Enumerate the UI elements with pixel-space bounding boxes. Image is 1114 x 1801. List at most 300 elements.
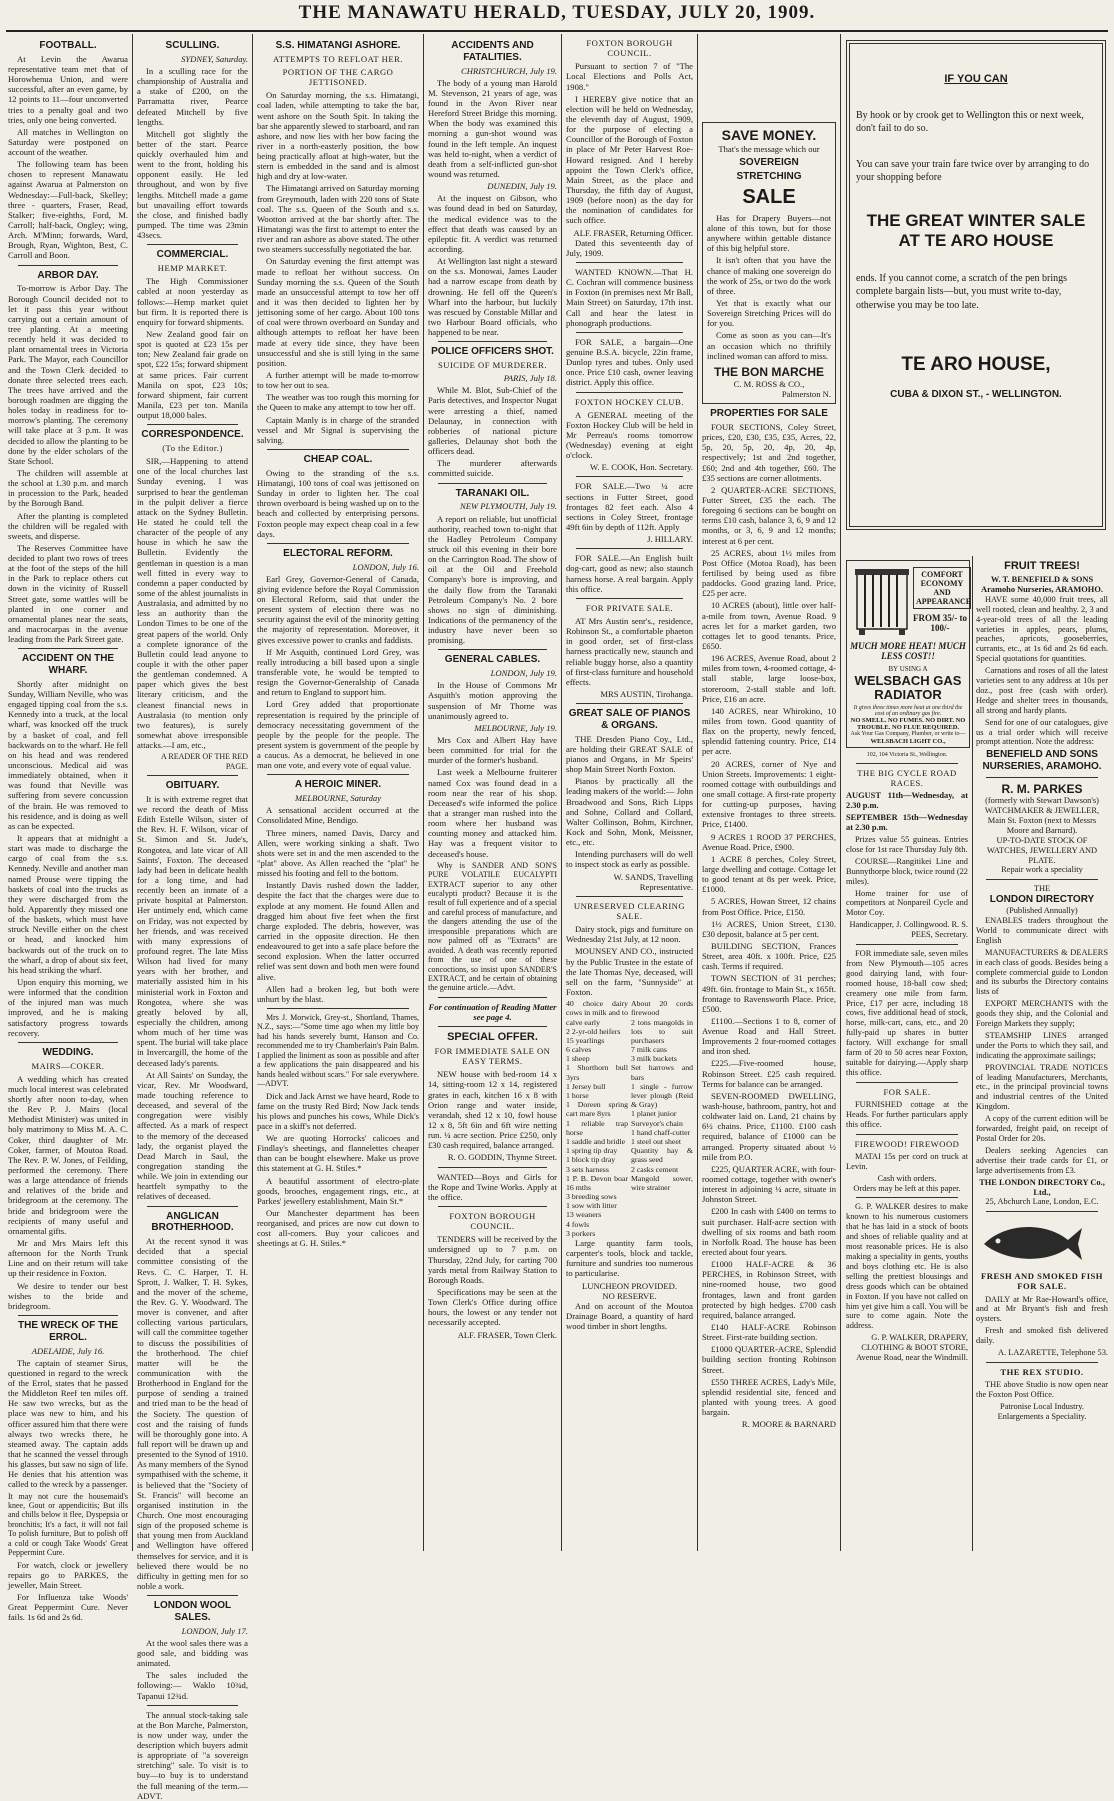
- divider: [986, 879, 1098, 880]
- headline-commercial: COMMERCIAL.: [156, 249, 229, 261]
- article-text: Three miners, named Davis, Darcy and Allen, were working sinking a shaft. Two shots were set in and the men ascended to the "plat" above. As Allen reached the "plat" he missed his footing and fell to the bottom.: [257, 827, 419, 879]
- clearing-sale-item: 1 reliable trap horse: [566, 1118, 628, 1137]
- clearing-list-left: [566, 999, 628, 1238]
- divider: [576, 896, 683, 897]
- ad-text: STEAMSHIP LINES arranged under the Ports to which they sail, and indicating the approximate sailings;: [976, 1030, 1108, 1060]
- divider: [856, 944, 958, 945]
- ad-text: THE above Studio is now open near the Foxton Post Office.: [976, 1380, 1108, 1400]
- ad-title: WELSBACH GAS RADIATOR: [854, 673, 962, 703]
- divider: [18, 265, 118, 266]
- subheadline: FIREWOOD! FIREWOOD: [854, 1138, 960, 1149]
- ad-text: ends. If you cannot come, a scratch of the pen brings complete bargain lists—but, you must write to-day, otherwise you may be too late.: [856, 272, 1068, 311]
- clearing-sale-item: 1 saddle and bridle: [566, 1136, 626, 1146]
- dateline: LONDON, July 17.: [181, 1625, 248, 1636]
- divider: [986, 1362, 1098, 1363]
- clearing-sale-item: 1 sow with litter: [566, 1201, 617, 1211]
- headline-police-shot: POLICE OFFICERS SHOT.: [431, 346, 554, 358]
- clearing-sale-item: 3 milk buckets: [631, 1054, 677, 1064]
- ad-line: BENEFIELD AND SONS NURSERIES, ARAMOHO.: [982, 749, 1102, 773]
- clearing-sale-item: 1 Doreen spring cart mare 8yrs: [566, 1100, 628, 1119]
- divider: [438, 1167, 547, 1168]
- ad-text: EXPORT MERCHANTS with the goods they ship, and the Colonial and Foreign Markets they supply;: [976, 999, 1108, 1029]
- ad-text: THE Dresden Piano Coy., Ltd., are holding their GREAT SALE of pianos and Organs, in Mr Speirs' shop Main Street North Foxton.: [566, 733, 693, 775]
- property-listing: FOUR SECTIONS, Coley Street, prices, £20, £30, £35, £35, Acres, 22, 5p, 20, 5p, 20, 4p, 20, 4p, respectively; 1st and 2nd together, £60; 2nd and 4th together, £60. The £35 sections are corner allotments.: [702, 422, 836, 483]
- ad-text: G. P. WALKER desires to make known to his numerous customers that he has laid in a stock of boots and shoes of reliable quality and at most reasonable prices. He is also making a speciality in gents, youths and boys clothing etc. He is also selling the prettiest blousings and dress goods which can be obtained in Foxton. If you have not called on him yet give him a call. You will be sure to come again. Note the address.: [846, 1202, 968, 1331]
- divider: [438, 341, 547, 342]
- subheadline: HEMP MARKET.: [157, 263, 228, 274]
- subheadline: FOXTON BOROUGH COUNCIL.: [449, 1211, 536, 1232]
- ad-text: PROVINCIAL TRADE NOTICES of leading Manufacturers, Merchants, etc., in the principal provincial towns and industrial centres of the United Kingdom.: [976, 1062, 1108, 1112]
- ad-line: THE LONDON DIRECTORY Co., Ltd.,: [979, 1177, 1105, 1197]
- ad-text: Intending purchasers will do well to inspect stock as early as possible.: [566, 849, 693, 870]
- article-text: After the planting is completed the children will be regaled with sweets, and disperse.: [8, 510, 128, 541]
- notice-text: I HEREBY give notice that an election will be held on Wednesday, the eleventh day of August, 1909, for the purpose of electing a Councillor of the Borough of Foxton in place of Mr Peter Harvest Roe-Howard resigned. And I hereby appoint the Town Clerk's office, Main Street, as the place and Thursday, the fifth day of August, 1909 (before noon) as the day for the nomination of candidates for such office.: [566, 93, 693, 226]
- ad-text: MANUFACTURERS & DEALERS in each class of goods. Besides being a complete commercial guide to London and its suburbs the Directory contains lists of: [976, 947, 1108, 997]
- article-text: New Zealand good fair on spot is quoted at £23 15s per ton; New Zealand fair grade on spot, £22 15s; forward shipment at same prices. Fair current Manila on spot, £23 10s; forward shipment, fair current Manila, £23 per ton. Manila output 18,000 bales.: [137, 328, 248, 421]
- subheadline: FRESH AND SMOKED FISH FOR SALE.: [981, 1271, 1103, 1292]
- subheadline: THE BIG CYCLE ROAD RACES.: [857, 768, 957, 789]
- ad-text: Large quantity farm tools, carpenter's tools, block and tackle, furniture and sundries too numerous to particularise.: [566, 1238, 693, 1279]
- ad-title: LONDON DIRECTORY: [989, 894, 1095, 906]
- ad-title: SAVE MONEY.: [721, 127, 817, 143]
- signature: G. P. WALKER, DRAPERY, CLOTHING & BOOT STORE, Avenue Road, near the Windmill.: [856, 1333, 968, 1363]
- dateline: MELBOURNE, Saturday: [294, 793, 382, 804]
- signature: R. O. GODDIN, Thynne Street.: [447, 1152, 557, 1163]
- ad-text: COURSE—Rangitikei Line and Bunnythorpe block, twice round (22 miles).: [846, 856, 968, 886]
- subheadline: (To the Editor.): [162, 443, 223, 454]
- ad-text: Pianos by practically all the leading makers of the world:— John Broadwood and Sons, Rich Lipps and Sohne, Collard and Collard, Walter Collinson, Bohm, Kirchner, Kock and Sohn, Monk, Meissner, etc., etc.: [566, 776, 693, 848]
- divider: [856, 1134, 958, 1135]
- ad-text: A beautiful assortment of electro-plate goods, brooches, engagement rings, etc., at Parkes' jewellery establishment, Main St.*: [257, 1175, 419, 1206]
- save-money-ad: [702, 122, 836, 404]
- dateline: ADELAIDE, July 16.: [31, 1345, 105, 1356]
- article-text: Last week a Melbourne fruiterer named Cox was found dead in a room near the rear of his shop. Deceased's wife informed the police that a stranger man rushed into the room where her husband was counting money and attacked him. Hay was a frequent visitor to deceased's house.: [428, 767, 557, 859]
- clearing-sale-item: 2 tons mangolds in lots to suit purchasers: [631, 1017, 693, 1045]
- ad-title: R. M. PARKES: [1001, 781, 1083, 796]
- property-listing: 196 ACRES, Avenue Road, about 2 miles from town, 4-roomed cottage, 4-stall stable, large loose-box, storeroom, 2-stall stable and loft. Price, £16 an acre.: [702, 653, 836, 704]
- ad-line: SALE: [742, 186, 796, 209]
- subheadline: FOXTON HOCKEY CLUB.: [574, 396, 685, 407]
- property-listing: £140 HALF-ACRE Robinson Street. First-rate building section.: [702, 1322, 836, 1343]
- ad-text: HAVE some 40,000 fruit trees, all well rooted, clean and healthy. 2, 3 and 4-year-old trees of all the leading varieties in apples, pears, plums, peaches, apricots, gooseberries, currants, etc., at 1s 6d and 2s 6d each. Special quotations for quantities.: [976, 594, 1108, 664]
- subheadline: FOR IMMEDIATE SALE ON EASY TERMS.: [434, 1046, 551, 1067]
- ad-text: WANTED—Boys and Girls for the Rope and Twine Works. Apply at the office.: [428, 1171, 557, 1202]
- divider: [856, 763, 958, 764]
- ad-text: Specifications may be seen at the Town Clerk's Office during office hours, the lowest or any tender not necessarily accepted.: [428, 1287, 557, 1328]
- headline-general-cables: GENERAL CABLES.: [444, 654, 541, 666]
- headline-himatangi: S.S. HIMATANGI ASHORE.: [275, 40, 401, 51]
- property-listing: £1000 HALF-ACRE & 36 PERCHES, in Robinson Street, with nine-roomed house, two good frontages, lawn and front garden protected by high hedges. £700 cash required, balance arranged.: [702, 1259, 836, 1320]
- article-text: At Levin the Awarua representative team met that of Horowhenua Union, and were successful, after an even game, by 12 points to 11—four unconverted tries to a penalty goal and two tries, only one being converted.: [8, 53, 128, 125]
- divider: [267, 1008, 409, 1009]
- ad-line: 102, 104 Victoria St., Wellington.: [866, 752, 948, 758]
- ad-text: AT Mrs Austin senr's., residence, Robinson St., a comfortable phaeton in good order, set of first-class harness practically new, staunch and reliable buggy horse, also a quantity of first-class furniture and household effects.: [566, 616, 693, 687]
- signature: R. MOORE & BARNARD: [741, 1419, 836, 1430]
- ad-line: C. M. ROSS & CO.,: [733, 378, 805, 389]
- welsbach-radiator-ad: [846, 560, 970, 748]
- article-text: A report on reliable, but unofficial authority, reached town to-night that the Hadley Petroleum Company struck oil this evening in their bore on the Carrington Road. The show of oil at the Oil and Freehold Company's bore is improving, and the daily flow from the Taranaki Petroleum Company's No. 2 bore shows no sign of diminishing. Indications of the permanency of the industry have never been so promising.: [428, 513, 557, 646]
- property-listing: BUILDING SECTION, Frances Street, area 40ft. x 100ft. Price, £25 cash. Terms if required.: [702, 940, 836, 972]
- divider: [986, 777, 1098, 778]
- column-rule: [132, 34, 133, 1551]
- clearing-sale-item: Mangold sower, wire strainer: [631, 1173, 693, 1192]
- radiator-illustration: [851, 567, 913, 637]
- subheadline: UNRESERVED CLEARING SALE.: [573, 900, 686, 921]
- signature: MRS AUSTIN, Tirohanga.: [600, 689, 693, 700]
- article-text: It appears that at midnight a start was made to discharge the cargo of coal from the s.s. Kennedy. Neville and another man named Prouse were tipping the baskets of coal into the trucks as they were discharged from the hold. Apparently they missed one of the baskets, which must have struck Neville either on the chest or head, and knocked him backwards out of the truck on to the wharf, a drop of about six feet, his head striking the wharf.: [8, 833, 128, 975]
- headline-correspondence: CORRESPONDENCE.: [141, 429, 244, 441]
- ad-text: Home trainer for use of competitors at Nonpareil Cycle and Motor Coy.: [846, 888, 968, 918]
- headline-fruit-trees: FRUIT TREES!: [1004, 560, 1080, 572]
- article-text: SIR,—Happening to attend one of the local churches last Sunday evening, I was surprised to hear the gentleman in the pulpit deliver a fierce attack on the Sydney Bulletin. He stated he could tell the character of the people of any house in which he saw the Bulletin. Evidently the gentleman in question is a man well fitted in every way to condemn a paper conducted by some of the ablest journalists in Australasia, and admitted by no less an authority than the London Times to be one of the great papers of the world. Only a complete ignorance of the Bulletin could lead anyone to couple it with the other paper the gentleman condemned. A paper which gives the best literary criticism, and the cleanest financial news in Australasia (to mention only two features), is surely somewhat above irresponsible attacks.—I am, etc.,: [137, 456, 248, 751]
- ad-line: That's the message which our: [718, 143, 820, 154]
- subheadline: ATTEMPTS TO REFLOAT HER.: [273, 53, 403, 64]
- ad-line: STRETCHING: [736, 171, 802, 183]
- clearing-sale-item: 4 fowls: [566, 1219, 590, 1229]
- property-listing: 10 ACRES (about), little over half-a-mile from town, Avenue Road. 9 acres let for a market garden, two cottages let to good tenants. Price, £650.: [702, 600, 836, 651]
- article-text: The Reserves Committee have decided to plant two rows of trees at the foot of the steps of the hill in the Park to replace others cut down in the vicinity of Russell Street gate, some wattles will be planted in one corner and ornamental planes near the seats, and macrocarpas in the avenue leading from the Park Street gate.: [8, 542, 128, 645]
- ad-line: (Published Annually): [1006, 906, 1078, 916]
- clearing-sale-item: 7 milk cans: [631, 1045, 667, 1055]
- subheadline: MAIRS—COKER.: [31, 1060, 105, 1071]
- column-rule: [252, 34, 253, 1551]
- article-text: A sensational accident occurred at the Consolidated Mine, Bendigo.: [257, 805, 419, 826]
- clearing-sale-item: 1 steel out sheet: [631, 1136, 682, 1146]
- ad-line: NO RESERVE.: [602, 1290, 657, 1301]
- article-text: The sales included the following:— Waklo 10¾d, Tapanui 12¾d.: [137, 1670, 248, 1701]
- divider: [438, 997, 547, 998]
- notice-text: Dated this seventeenth day of July, 1909.: [566, 237, 693, 258]
- clearing-sale-item: 1 sheep: [566, 1054, 590, 1064]
- ad-text: Carnations and roses of all the latest varieties sent to any address at 10s per doz., post free (cash with order). Hedge and shelter trees in thousands, all strong and hardy plants.: [976, 666, 1108, 715]
- subheadline: SUICIDE OF MURDERER.: [437, 360, 548, 371]
- article-text: The children will assemble at the school at 1.30 p.m. and march in procession to the Park, headed by the Borough Band.: [8, 467, 128, 509]
- headline-taranaki-oil: TARANAKI OIL.: [455, 487, 530, 499]
- ad-text: FOR SALE, a bargain—One genuine B.S.A. bicycle, 22in frame, Dunlop tyres and tubes. Only used once. Price £10 cash, owner leaving district. Apply this office.: [566, 336, 693, 388]
- divider: [856, 1197, 958, 1198]
- article-text: In a sculling race for the championship of Australia and a stake of £200, on the Parramatta river, Pearce defeated Mitchell by five lengths.: [137, 65, 248, 127]
- ad-text: MOUNSEY AND CO., instructed by the Public Trustee in the estate of the late Thomas Nye, deceased, will sell on the farm, "Sunnyside" at Foxton.: [566, 946, 693, 997]
- subheadline: FOR PRIVATE SALE.: [585, 602, 674, 613]
- column-rule: [972, 556, 973, 1551]
- headline-pianos: GREAT SALE OF PIANOS & ORGANS.: [568, 708, 691, 731]
- article-text: The body of a young man Harold M. Stevenson, 21 years of age, was found in the Avon River near Hereford Street Bridge this morning. When the body was examined this morning a gun-shot wound was found in the left temple. An inquest was held to-night, when a verdict of death from a self-inflicted gun-shot wound was returned.: [428, 77, 557, 179]
- ad-text: By hook or by crook get to Wellington this or next week, don't fail to do so.: [856, 109, 1084, 135]
- clearing-sale-item: 13 weaners: [566, 1210, 602, 1220]
- ad-line: Palmerston N.: [781, 389, 831, 400]
- fish-illustration: [976, 1216, 1086, 1266]
- ad-line: W. T. BENEFIELD & SONS Aramoho Nurseries, ARAMOHO.: [981, 574, 1103, 594]
- ad-line: BY USING A: [888, 665, 928, 673]
- clearing-sale-item: 6 calves: [566, 1045, 592, 1055]
- article-text: A further attempt will be made to-morrow to tow her out to sea.: [257, 370, 419, 391]
- dateline: LONDON, July 19.: [490, 668, 557, 679]
- masthead: THE MANAWATU HERALD, TUESDAY, JULY 20, 1909.: [298, 2, 816, 23]
- property-listing: £1100.—Sections 1 to 8, corner of Avenue Road and Hall Street. Improvements 2 four-roomed cottages and iron shed.: [702, 1015, 836, 1057]
- ad-text: Yet that is exactly what our Sovereign Stretching Prices will do for you.: [707, 297, 831, 329]
- clearing-list-right: [631, 999, 693, 1238]
- verse-ad: It may not cure the housemaid's knee, Gout or appendicitis; But ills and chills below it flee, Dyspepsia or bronchitis; It's a fact, it will not fail To polish furniture, But to polish off a cold or cough Take Woods' Great Peppermint Cure.: [8, 1491, 128, 1558]
- property-listing: TOWN SECTION of 31 perches; 49ft. 6in. frontage to Main St., x 165ft. frontage to Ravensworth Place. Price, £500.: [702, 973, 836, 1014]
- clearing-sale-item: Set harrows and bars: [631, 1063, 693, 1082]
- clearing-sale-item: 40 choice dairy cows in milk and to calve early: [566, 999, 628, 1027]
- property-listing: 1 ACRE 8 perches, Coley Street, large dwelling and cottage. Cottage let to good tenant at 8s per week. Price, £1000.: [702, 853, 836, 895]
- ad-text: Fresh and smoked fish delivered daily.: [976, 1326, 1108, 1346]
- article-text: Lord Grey added that proportionate representation is required by the principle of democracy necessitating government of the people by the people for the people. The present system is government of the people by a caucus. As a democrat, he believed in one man one vote, and every vote of equal value.: [257, 699, 419, 771]
- property-listing: 140 ACRES, near Whirokino, 10 miles from town. Good quantity of flax on the property, newly fenced, splendid fattening country. Price, £14 per acre.: [702, 705, 836, 757]
- clearing-sale-item: 1 Shorthorn bull 3yrs: [566, 1063, 628, 1082]
- signature: ALF. FRASER, Town Clerk.: [457, 1329, 557, 1340]
- ad-headline: THE GREAT WINTER SALE AT TE ARO HOUSE: [866, 210, 1086, 251]
- article-text: It is with extreme regret that we record the death of Miss Edith Estelle Wilson, sister of the Rev. H. F. Wilson, vicar of St. Simon and St. Jude's, Rongotea, and late vicar of All Saints', Foxton. The deceased lady had been in delicate health for a long time, and had recently been an inmate of a private hospital at Palmerston. Her untimely end, which came on Friday, was not expected by her friends, and was received with many expressions of profound regret. The late Miss Wilson had lived for many years with her brother, and materially assisted him in his ministerial work in Foxton and Rongotea, where she was greatly beloved by all, especially the children, among whom much of her time was spent. The burial will take place in Invercargill, the home of the deceased lady's parents.: [137, 793, 248, 1068]
- ad-line: Orders may be left at this paper.: [853, 1183, 961, 1193]
- divider: [267, 543, 409, 544]
- ad-text: WANTED KNOWN.—That H. C. Cochran will commence business in Foxton (in premises next Mr Ball, Main Street) on Saturday, 17th inst. Call and hear the latest in phonograph productions.: [566, 266, 693, 328]
- divider: [147, 424, 238, 425]
- clearing-sale-item: 1 Jersey bull: [566, 1081, 606, 1091]
- divider: [576, 703, 683, 704]
- subheadline: THE REX STUDIO.: [1000, 1366, 1084, 1377]
- clearing-sale-item: 3 breeding sows: [566, 1192, 617, 1202]
- divider: [576, 548, 683, 549]
- article-text: At Wellington last night a steward on the s.s. Monowai, James Lauder had a narrow escape from death by drowning. He fell off the Queen's Wharf into the harbour, but luckily was rescued by Constable Millar and two Harbour Board officials, who happened to be near.: [428, 256, 557, 338]
- column-rule: [423, 34, 424, 1551]
- divider: [267, 449, 409, 450]
- subheadline: FOXTON BOROUGH COUNCIL.: [586, 38, 673, 59]
- ad-text: DAILY at Mr Rae-Howard's office, and at Mr Bryant's fish and fresh oysters.: [976, 1294, 1108, 1324]
- headline-wool-sales: LONDON WOOL SALES.: [153, 1600, 232, 1623]
- dateline: DUNEDIN, July 19.: [487, 181, 557, 192]
- ad-text: It isn't often that you have the chance of making one sovereign do the work of 25s, or two do the work of three.: [707, 255, 831, 296]
- divider: [18, 648, 118, 649]
- clearing-sale-item: 2 2-yr-old heifers: [566, 1026, 621, 1036]
- ad-address: CUBA & DIXON ST., - WELLINGTON.: [890, 388, 1062, 400]
- signature: ALF. FRASER, Returning Officer.: [573, 227, 693, 238]
- ad-text: You can save your train fare twice over by arranging to do your shopping before: [856, 158, 1090, 184]
- divider: [576, 476, 683, 477]
- property-listing: £1000 QUARTER-ACRE, Splendid building section fronting Robinson Street.: [702, 1344, 836, 1375]
- signature: Handicapper, J. Collingwood. R. S. PEES, Secretary.: [849, 920, 968, 940]
- article-text: At the wool sales there was a good sale, and bidding was animated.: [137, 1637, 248, 1669]
- clearing-sale-item: 15 yearlings: [566, 1035, 605, 1045]
- article-text: Mitchell got slightly the better of the start. Pearce quickly overhauled him and went to the front, holding his opponent easily. He led throughout, and won by five lengths. Mitchell made a game but unavailing effort towards the close, and finished badly pumped. The time was 23min 43secs.: [137, 128, 248, 241]
- continuation-note: For continuation of Reading Matter see page 4.: [428, 1001, 557, 1022]
- te-aro-title: TE ARO HOUSE,: [901, 354, 1051, 376]
- clearing-sale-item: Quantity hay & grass seed: [631, 1146, 693, 1165]
- ad-text: For watch, clock or jewellery repairs go to PARKES, the jeweller, Main Street.: [8, 1559, 128, 1590]
- divider: [438, 649, 547, 650]
- ad-price: FROM 35/- to 100/-: [913, 613, 967, 633]
- signature: W. SANDS, Travelling Representative.: [613, 871, 693, 892]
- ad-text: Our Manchester department has been reorganised, and prices are now cut down to cost all-comers. Buy your calicoes and sheetings at G. H. Stiles.*: [257, 1208, 419, 1249]
- ad-text: The annual stock-taking sale at the Bon Marche, Palmerston, is now under way, under the description which buyers admit is appropriate of "a sovereign stretching" sale. To visit is to buy—to buy is to understand the full meaning of the term.—ADVT.: [137, 1709, 248, 1801]
- clearing-sale-item: 1 planet junior: [631, 1109, 677, 1119]
- column-rule: [697, 34, 698, 1551]
- ad-text: Dealers seeking Agencies can advertise their trade cards for £1, or large advertisements from £3.: [976, 1145, 1108, 1175]
- ad-line: WELSBACH LIGHT CO.,: [870, 738, 946, 745]
- clearing-sale-item: 1 spring tip dray: [566, 1146, 618, 1156]
- property-listing: £550 THREE ACRES, Lady's Mile, splendid residential site, fenced and planted with young trees. A good bargain.: [702, 1376, 836, 1418]
- dateline: CHRISTCHURCH, July 19.: [461, 65, 557, 76]
- dateline: PARIS, July 18.: [503, 373, 557, 384]
- clearing-sale-item: About 20 cords firewood: [631, 999, 693, 1018]
- article-text: The Himatangi arrived on Saturday morning from Greymouth, laden with 220 tons of State coal. The s.s. Queen of the South and s.s. Wootton arrived at the bar shortly after. The Himatangi was the first to attempt to enter the river and ran ashore as above stated. The other two steamers successfully negotiated the bar.: [257, 183, 419, 255]
- bon-marche-title: THE BON MARCHE: [714, 364, 824, 379]
- article-text: Captain Manly is in charge of the stranded vessel and Mr Signal is supervising the salving.: [257, 414, 419, 445]
- article-text: At All Saints' on Sunday, the vicar, Rev. Mr Woodward, made touching reference to deceased, and several of the congregation were visibly affected. As a mark of respect to the memory of the deceased lady, the organist played the Dead March in Saul, the congregation standing the while. We join in extending our heartfelt sympathy to the relatives of deceased.: [137, 1069, 248, 1202]
- ad-text: For Influenza take Woods' Great Peppermint Cure. Never fails. 1s 6d and 2s 6d.: [8, 1592, 128, 1623]
- article-text: Owing to the stranding of the s.s. Himatangi, 100 tons of coal was jettisoned on Sunday in order to lighten her. The coal thrown overboard is being washed up on to the beach and collected by enterprising persons. Foxton people may expect cheap coal in a few days.: [257, 467, 419, 539]
- article-text: All matches in Wellington on Saturday were postponed on account of the weather.: [8, 126, 128, 158]
- divider: [986, 1211, 1098, 1212]
- clearing-sale-item: 1 hand chaff-cutter: [631, 1127, 691, 1137]
- property-listing: 1½ ACRES, Union Street, £130. £30 deposit, balance at 5 per cent.: [702, 918, 836, 939]
- headline-sculling: SCULLING.: [165, 40, 220, 51]
- signature: A. LAZARETTE, Telephone 53.: [998, 1348, 1108, 1358]
- headline-cheap-coal: CHEAP COAL.: [303, 454, 373, 465]
- article-text: The weather was too rough this morning for the Queen to make any attempt to tow her off.: [257, 392, 419, 413]
- article-text: The High Commissioner cabled at noon yesterday as follows:—Hemp market quiet but firm. It is reported there is enquiry for forward shipments.: [137, 276, 248, 327]
- property-listing: 2 QUARTER-ACRE SECTIONS, Futter Street, £35 the each. The foregoing 6 sections can be bought on terms £10 cash, balance 3, 6, 9 and 12 months, or 3, 6, 9 and 12 months; interest at 6 per cent.: [702, 484, 836, 546]
- divider: [438, 483, 547, 484]
- ad-line: NO SMELL. NO FUMES. NO DIRT. NO TROUBLE. NO FLUE REQUIRED.: [850, 717, 966, 731]
- ad-text: SEPTEMBER 15th—Wednesday at 2.30 p.m.: [846, 813, 968, 833]
- property-listing: £200 In cash with £400 on terms to suit purchaser. Half-acre section with dwelling of six rooms and bath room in Norfolk Road. The house has been erected about four years.: [702, 1206, 836, 1258]
- divider: [147, 1705, 238, 1706]
- article-text: On Saturday evening the first attempt was made to refloat her without success. On Sunday morning the s.s. Queen of the South made an unsuccessful attempt to tow her off and it was then decided to lighten her by jettisoning some of her cargo. About 100 tons of coal were thrown overboard on Sunday and although attempts to refloat her have been made at every tide since, they have been unsuccessful and she is still lying in the same position.: [257, 256, 419, 368]
- property-listing: 25 ACRES, about 1½ miles from Post Office (Motoa Road), has been fertilised by being used as fibre paddocks. Good grazing land. Price, £25 per acre.: [702, 547, 836, 599]
- divider: [576, 332, 683, 333]
- ad-text: And on account of the Moutoa Drainage Board, a quantity of hard wood timber in short lengths.: [566, 1300, 693, 1332]
- article-text: Instantly Davis rushed down the ladder, despite the fact that the charges were due to explode at any moment. He found Allen and dragged him about five feet when the first charge exploded. The debris, however, was carried in the opposite direction. He then endeavoured to get into a safe place before the second explosion. When the latter occurred relief was sent down and both men were found alive.: [257, 880, 419, 982]
- te-aro-house-ad: [846, 40, 1106, 530]
- article-text: Shortly after midnight on Sunday, William Neville, who was engaged tipping coal from the s.s. Kennedy into a truck, at the local wharf, was knocked off the truck by a basket of coal, and fell backwards on to the wharf. He fell on his head and was rendered unconscious. Medical aid was immediately obtained, when it was found that Neville was suffering from severe concussion of the brain. He was removed to his residence, and is doing as well as can be expected.: [8, 678, 128, 831]
- clearing-sale-list: [566, 999, 693, 1238]
- article-text: Upon enquiry this morning, we were informed that the condition of the injured man was much improved, and he is making satisfactory progress towards recovery.: [8, 977, 128, 1038]
- property-listing: 9 ACRES 1 ROOD 37 PERCHES, Avenue Road. Price, £900.: [702, 831, 836, 852]
- headline-electoral: ELECTORAL REFORM.: [283, 547, 393, 559]
- ad-text: Has for Drapery Buyers—not alone of this town, but for those anywhere within gettable distance of this big helpful store.: [707, 212, 831, 254]
- ad-line: SOVEREIGN: [739, 156, 799, 168]
- ad-text: Prizes value 55 guineas. Entries close for 1st race Thursday July 8th.: [846, 834, 968, 854]
- ad-line: Repair work a speciality: [1001, 865, 1083, 875]
- divider: [147, 244, 238, 245]
- article-text: If Mr Asquith, continued Lord Grey, was really introducing a bill based upon a single transferable vote, he would be tempted to resign the Governor-Generalship of Canada and return to England to support him.: [257, 646, 419, 698]
- divider: [576, 262, 683, 263]
- ad-line: COMFORT ECONOMY AND APPEARANCE: [913, 567, 971, 609]
- dateline: SYDNEY, Saturday.: [181, 53, 248, 64]
- headline-errol: THE WRECK OF THE ERROL.: [18, 1320, 118, 1343]
- notice-text: Pursuant to section 7 of "The Local Elections and Polls Act, 1908.": [566, 61, 693, 92]
- ad-line: MUCH MORE HEAT! MUCH LESS COST!!: [850, 641, 966, 661]
- dateline: MELBOURNE, July 19.: [474, 722, 557, 733]
- divider: [147, 1595, 238, 1596]
- column-rule: [561, 34, 562, 1551]
- property-listing: 5 ACRES, Howan Street, 12 chains from Post Office. Price, £150.: [702, 896, 836, 917]
- signature: A READER OF THE RED PAGE.: [161, 752, 248, 771]
- clearing-sale-item: 1 horse: [566, 1091, 589, 1100]
- divider: [856, 1082, 958, 1083]
- article-text: Mr and Mrs Mairs left this afternoon for the North Trunk Line and on their return will take up their residence in Foxton.: [8, 1238, 128, 1279]
- headline-anglican: ANGLICAN BROTHERHOOD.: [151, 1210, 234, 1234]
- divider: [576, 598, 683, 599]
- signature: W. E. COOK, Hon. Secretary.: [590, 462, 693, 473]
- ad-text: Mrs J. Morwick, Grey-st., Shortland, Thames, N.Z., says:—"Some time ago when my little boy had his hands severely burnt, Hanson and Co. recommended me to try Chamberlain's Pain Balm. I applied the liniment as soon as possible and after a few applications the pain disappeared and his hands healed without scars." For sale everywhere.—ADVT.: [257, 1013, 419, 1089]
- column-4: [428, 36, 557, 1551]
- ad-text: FOR SALE.—An English built dog-cart, good as new; also staunch harness horse. A real bargain. Apply this office.: [566, 553, 693, 594]
- ad-text: FOR SALE.—Two ¼ acre sections in Futter Street, good frontages 82 feet each. Also 4 sections in Coley Street, frontage 49ft 6in by depth of 112ft. Apply: [566, 481, 693, 533]
- article-text: Allen had a broken leg, but both were unhurt by the blast.: [257, 983, 419, 1004]
- property-listing: SEVEN-ROOMED DWELLING, wash-house, bathroom, pantry, hot and coldwater laid on. Land, 21 chains by 6½ chains. Price, £1100. £100 cash required, balance of £1000 can be arranged. Property situated about ½ mile from P.O.: [702, 1090, 836, 1162]
- ad-text: MATAI 15s per cord on truck at Levin.: [846, 1151, 968, 1171]
- article-text: At the recent synod it was decided that a special committee consisting of the Revs. C. C. Harper, T. H. Sprott, J. Walker, T. H. Sykes, and the mover of the scheme, the Rev. G. Y. Woodward. The mover is convener, and after collecting various particulars, will call the committee together to discuss the possibilities of the brotherhood. The chief matter will be the communication with the Brotherhood in England for the purpose of sending a trained and tried man to be the head of the Society. The question of cost and the raising of funds will be thoroughly gone into. A full report will be drawn up and presented to the Synod of 1910. As many members of the Synod sympathised with the scheme, it is believed that the "Society of St. Francis" will become an organised institution in the Church. One most encouraging sign of the proposed scheme is that young men from Auckland and Wellington have offered themselves for service, and it is believed there would be no difficulty in getting men for so noble a work.: [137, 1236, 248, 1591]
- ad-text: FURNISHED cottage at the Heads. For further particulars apply this office.: [846, 1099, 968, 1129]
- ad-text: FOR immediate sale, seven miles from New Plymouth—105 acres good dairying land, with four-roomed house, 18-ball cow shed; creamery one mile from farm. Price, £17 per acre, including 18 cows, five additional head of stock, horse, milk-cart, cans, etc., and 20 fully-paid up shares in butter factory. Will exchange for small farm of 20 to 50 acres near Foxton, suitable for dairying.—Apply sharp this office.: [846, 949, 968, 1077]
- clearing-sale-item: 2 casks cement: [631, 1164, 679, 1174]
- ad-text: AUGUST 11th—Wednesday, at 2.30 p.m.: [846, 791, 968, 811]
- article-text: While M. Blot, Sub-Chief of the Paris detectives, and Inspector Nugat were arresting a thief, named Delaunay, in connection with robberies of national picture galleries, Delaunay shot both the officers dead.: [428, 385, 557, 457]
- divider: [438, 1026, 547, 1027]
- ad-line: THE: [1033, 884, 1051, 894]
- property-listing: £225.—Five-roomed house, Robinson Street. £25 cash required. Terms for balance can be arranged.: [702, 1058, 836, 1089]
- article-text: A wedding which has created much local interest was celebrated shortly after noon to-day, when the Rev P. J. Mairs (local Methodist Minister) was united in holy matrimony to Miss M. A. C. Coker, third daughter of Mr. Coker, farmer, of Moutoa Road. The Rev. P. W. Jones, of Feilding, performed the ceremony. There was a large attendance of friends and relatives of the bride and bridegroom at the ceremony. The bride and bridegroom were the recipients of many useful and ornamental gifts.: [8, 1073, 128, 1236]
- article-text: At the inquest on Gibson, who was found dead in bed on Saturday, the medical evidence was to the effect that death was caused by an epileptic fit. A verdict was returned according.: [428, 193, 557, 254]
- ad-line: Cash with orders.: [877, 1173, 937, 1183]
- headline-special-offer: SPECIAL OFFER.: [447, 1031, 538, 1044]
- clearing-sale-item: 1 block tip dray: [566, 1155, 616, 1165]
- ad-line: Ask Your Gas Company, Plumber, or write to—: [850, 731, 966, 737]
- ad-line: It gives three times more heat at one third the cost of an ordinary gas fire.: [853, 705, 963, 717]
- ad-line: Main St. Foxton (next to Messrs Moore and Barnard).: [987, 815, 1097, 835]
- article-text: In the House of Commons Mr Asquith's motion approving the suspension of Mr Thorne was unanimously agreed to.: [428, 680, 557, 721]
- subheadline: FOR SALE.: [883, 1086, 931, 1097]
- dateline: NEW PLYMOUTH, July 19.: [460, 501, 557, 512]
- article-text: We desire to tender our best wishes to the bride and bridegroom.: [8, 1280, 128, 1311]
- subheadline: PORTION OF THE CARGO JETTISONED.: [282, 66, 394, 88]
- headline-obituary: OBITUARY.: [165, 780, 220, 792]
- column-3: [257, 36, 419, 1551]
- column-5: [566, 36, 693, 1551]
- ad-line: UP-TO-DATE STOCK OF WATCHES, JEWELLERY AND PLATE.: [986, 835, 1098, 865]
- divider: [18, 1042, 118, 1043]
- column-7: [846, 752, 968, 1551]
- divider: [147, 1206, 238, 1207]
- column-6: [702, 36, 836, 1551]
- property-listing: £225, QUARTER ACRE, with four-roomed cottage, together with owner's interest in adjoining ¼ acre, situate in Johnston Street.: [702, 1163, 836, 1205]
- clearing-sale-item: 3 sets harness: [566, 1164, 609, 1174]
- divider: [267, 774, 409, 775]
- clearing-sale-item: 1 P. B. Devon boar 16 mths: [566, 1173, 628, 1192]
- column-1: [8, 36, 128, 1623]
- divider: [147, 775, 238, 776]
- clearing-sale-item: Surveyor's chain: [631, 1118, 683, 1128]
- ad-line: LUNCHEON PROVIDED.: [581, 1280, 677, 1291]
- headline-arbor-day: ARBOR DAY.: [37, 269, 99, 281]
- ad-text: We are quoting Horrocks' calicoes and Findlay's sheetings, and flannelettes cheaper than can be bought elsewhere. Make us prove this statement at G. H. Stiles.*: [257, 1133, 419, 1174]
- divider: [576, 392, 683, 393]
- column-rule: [840, 34, 841, 1551]
- ad-text: Send for one of our catalogues, give us a trial order which will receive prompt attention. Note the address:: [976, 717, 1108, 747]
- divider: [438, 1206, 547, 1207]
- article-text: The following team has been chosen to represent Manawatu against Awarua at Palmerston on Wednesday:—Full-back, Skelley; three - quarters, Fraser, Read, Stalker; five-eighths, Ford, M. Carroll; half-back, Ongley; wing, Arch. M'Minn; forwards, Ward, Brough, Ryan, Wighton, Best, C. Carroll and Boon.: [8, 159, 128, 261]
- headline-properties: PROPERTIES FOR SALE: [710, 408, 828, 420]
- headline-wedding: WEDDING.: [42, 1046, 94, 1058]
- article-text: The murderer afterwards committed suicide.: [428, 458, 557, 479]
- divider: [18, 1315, 118, 1316]
- verse-ad: Dick and Jack Arnst we have heard, Rode to fame on the trusty Red Bird; Now Jack tends his plows and punches his cows, While Dick's pace in a skiff's not deferred.: [257, 1090, 419, 1131]
- ad-text: Dairy stock, pigs and furniture on Wednesday 21st July, at 12 noon.: [566, 924, 693, 945]
- ad-text: Come as soon as you can—It's an occasion which no thriftily inclined woman can afford to miss.: [707, 330, 831, 361]
